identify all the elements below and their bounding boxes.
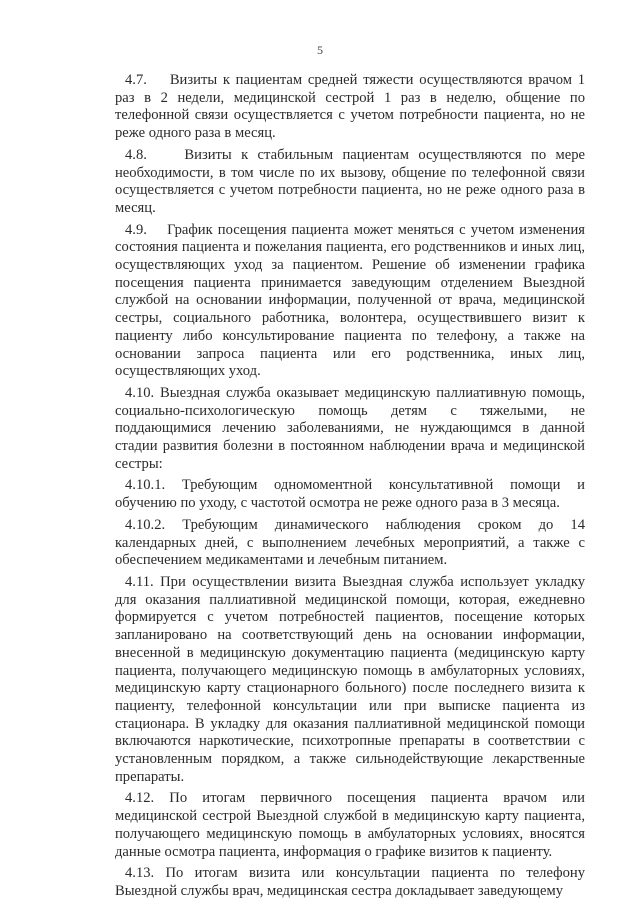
paragraph-4-10-1: 4.10.1. Требующим одномоментной консультативной помощи и обучению по уходу, с частотой осмотра не реже одного раза в 3 месяца.: [115, 477, 585, 512]
paragraph-4-13: 4.13. По итогам визита или консультации пациента по телефону Выездной службы врач, медицинская сестра докладывает заведующему: [115, 865, 585, 899]
page-number: 5: [317, 43, 323, 57]
paragraph-4-8: 4.8. Визиты к стабильным пациентам осуществляются по мере необходимости, в том числе по их вызову, общение по телефонной связи осуществляется с учетом потребности пациента, но не реже одного раза в месяц.: [115, 146, 585, 216]
paragraph-4-11: 4.11. При осуществлении визита Выездная служба использует укладку для оказания паллиативной медицинской помощи, которая, ежедневно формируется с учетом потребностей пациентов, посещение которых запланировано на соответствующий день на основании информации, внесенной в медицинскую документацию пациента (медицинскую карту пациента, получающего медицинскую помощь в амбулаторных условиях, медицинскую карту стационарного больного) после последнего визита к пациенту, телефонной консультации или при выписке пациента из стационара. В укладку для оказания паллиативной медицинской помощи включаются наркотические, психотропные препараты в соответствии с установленным порядком, а также сильнодействующие лекарственные препараты.: [115, 573, 585, 785]
document-body: [115, 72, 585, 905]
paragraph-4-9: 4.9. График посещения пациента может меняться с учетом изменения состояния пациента и пожелания пациента, его родственников и иных лиц, осуществляющих уход за пациентом. Решение об изменении графика посещения пациента принимается заведующим отделением Выездной службой на основании информации, полученной от врача, медицинской сестры, социального работника, волонтера, осуществившего визит к пациенту либо консультирование пациента по телефону, а также на основании запроса пациента или его родственника, иных лиц, осуществляющих уход.: [115, 221, 585, 380]
paragraph-4-7: 4.7. Визиты к пациентам средней тяжести осуществляются врачом 1 раз в 2 недели, медицинской сестрой 1 раз в неделю, общение по телефонной связи осуществляется с учетом потребности пациента, но не реже одного раза в месяц.: [115, 72, 585, 142]
paragraph-4-12: 4.12. По итогам первичного посещения пациента врачом или медицинской сестрой Выездной службой в медицинскую карту пациента, получающего медицинскую помощь в амбулаторных условиях, вносятся данные осмотра пациента, информация о графике визитов к пациенту.: [115, 790, 585, 860]
paragraph-4-10: 4.10. Выездная служба оказывает медицинскую паллиативную помощь, социально-психологическую помощь детям с тяжелыми, не поддающимися лечению заболеваниями, не нуждающимся в данной стадии развития болезни в постоянном наблюдении врача и медицинской сестры:: [115, 384, 585, 472]
paragraph-4-10-2: 4.10.2. Требующим динамического наблюдения сроком до 14 календарных дней, с выполнением лечебных мероприятий, а также с обеспечением медикаментами и лечебным питанием.: [115, 516, 585, 569]
